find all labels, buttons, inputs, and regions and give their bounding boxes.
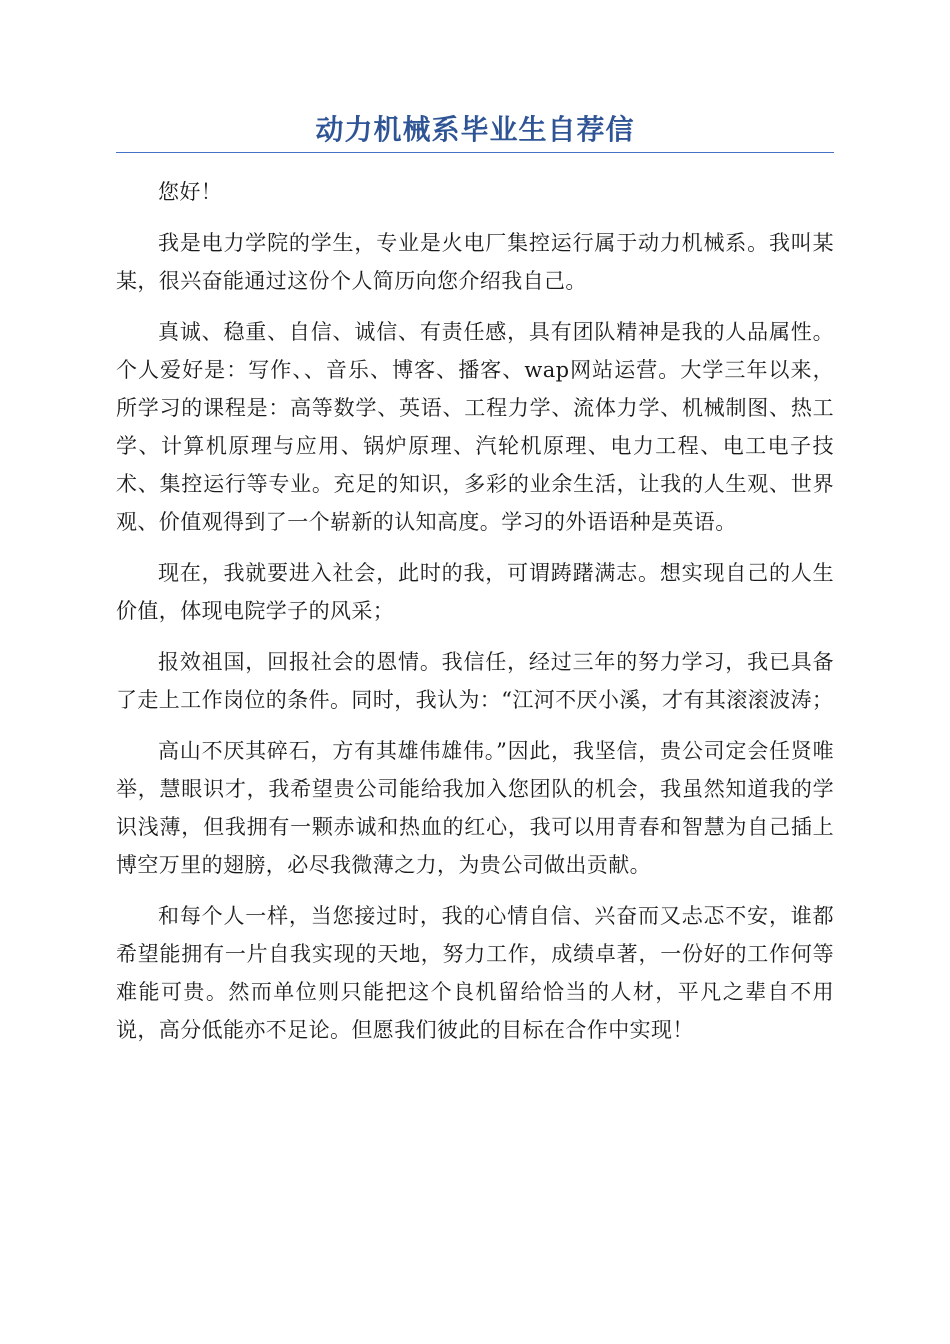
paragraph-qualities-courses: 真诚、稳重、自信、诚信、有责任感，具有团队精神是我的人品属性。个人爱好是：写作、、音乐、博客、播客、wap网站运营。大学三年以来，所学习的课程是：高等数学、英语、工程力学、流体力学、机械制图、热工学、计算机原理与应用、锅炉原理、汽轮机原理、电力工程、电工电子技术、集控运行等专业。充足的知识，多彩的业余生活，让我的人生观、世界观、价值观得到了一个崭新的认知高度。学习的外语语种是英语。: [116, 320, 834, 534]
document-title: 动力机械系毕业生自荐信: [315, 113, 635, 146]
document-page: [116, 108, 834, 1062]
paragraph-introduction: 我是电力学院的学生，专业是火电厂集控运行属于动力机械系。我叫某某，很兴奋能通过这份个人简历向您介绍我自己。: [116, 231, 834, 293]
paragraph-ambition: 现在，我就要进入社会，此时的我，可谓踌躇满志。想实现自己的人生价值，体现电院学子的风采；: [116, 561, 834, 623]
paragraph-closing: 和每个人一样，当您接过时，我的心情自信、兴奋而又忐忑不安，谁都希望能拥有一片自我实现的天地，努力工作，成绩卓著，一份好的工作何等难能可贵。然而单位则只能把这个良机留给恰当的人材，平凡之辈自不用说，高分低能亦不足论。但愿我们彼此的目标在合作中实现！: [116, 904, 834, 1042]
title-underline: [116, 152, 834, 153]
paragraph-request: 高山不厌其碎石，方有其雄伟雄伟。”因此，我坚信，贵公司定会任贤唯举，慧眼识才，我希望贵公司能给我加入您团队的机会，我虽然知道我的学识浅薄，但我拥有一颗赤诚和热血的红心，我可以用青春和智慧为自己插上博空万里的翅膀，必尽我微薄之力，为贵公司做出贡献。: [116, 739, 834, 877]
letter-body: [116, 173, 834, 1049]
paragraph-greeting: 您好！: [158, 180, 223, 204]
paragraph-readiness: 报效祖国，回报社会的恩情。我信任，经过三年的努力学习，我已具备了走上工作岗位的条件。同时，我认为：“江河不厌小溪，才有其滚滚波涛；: [116, 650, 834, 712]
